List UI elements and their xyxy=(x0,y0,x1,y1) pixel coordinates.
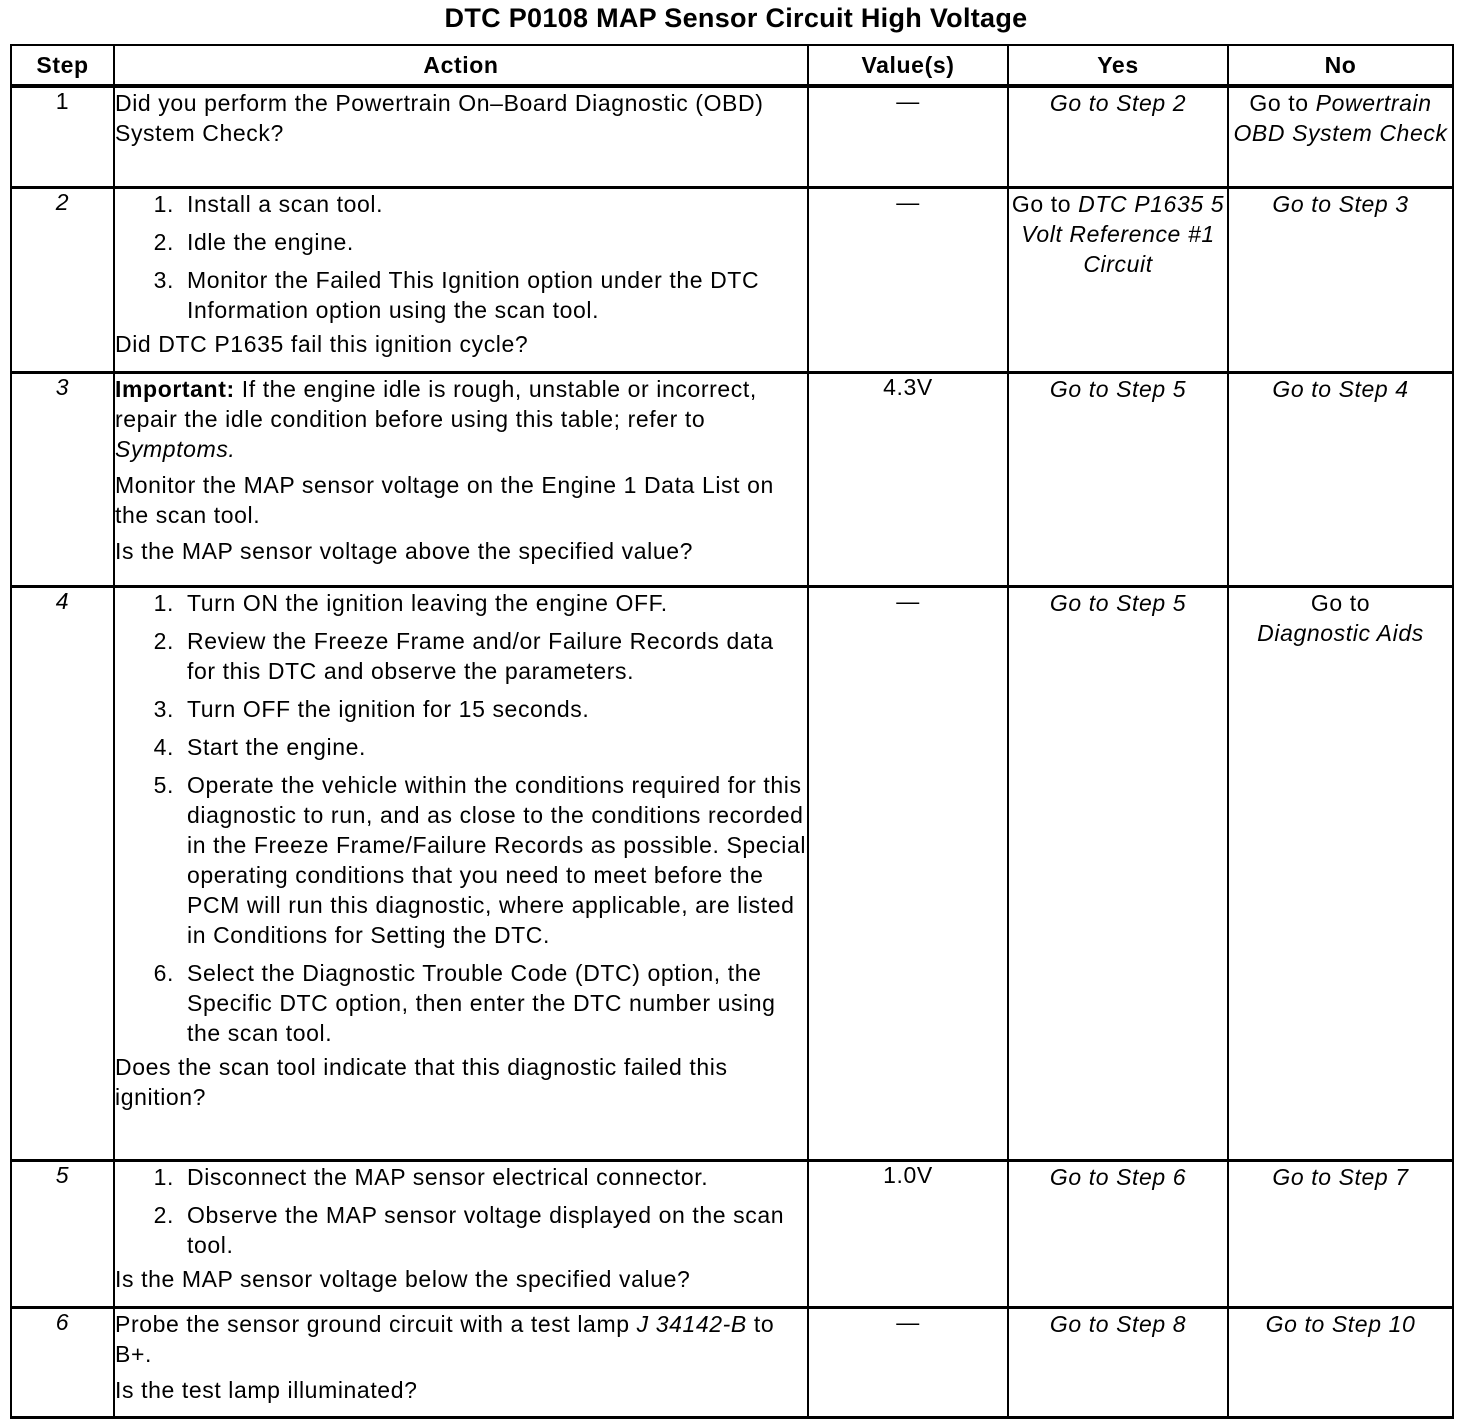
value-cell: — xyxy=(808,586,1008,1160)
action-instruction: Monitor the MAP sensor voltage on the Engine 1 Data List on the scan tool. xyxy=(115,471,774,528)
header-no: No xyxy=(1228,45,1453,86)
action-question: Does the scan tool indicate that this diagnostic failed this ignition? xyxy=(115,1053,728,1110)
yes-cell xyxy=(1008,86,1228,187)
no-cell xyxy=(1228,1307,1453,1417)
table-row xyxy=(11,86,1453,187)
step-number: 6 xyxy=(11,1307,114,1417)
action-question: Is the MAP sensor voltage above the specified value? xyxy=(115,537,693,564)
no-cell xyxy=(1228,187,1453,372)
list-item: 2. Observe the MAP sensor voltage displayed on the scan tool. xyxy=(181,1200,807,1260)
table-header-row xyxy=(11,45,1453,86)
header-action: Action xyxy=(114,45,808,86)
important-label: Important: xyxy=(115,375,235,402)
list-item: 1. Turn ON the ignition leaving the engine OFF. xyxy=(181,588,807,618)
step-number: 5 xyxy=(11,1160,114,1307)
instruction-prefix: Probe the sensor ground circuit with a test lamp xyxy=(115,1310,630,1337)
action-question: Did DTC P1635 fail this ignition cycle? xyxy=(115,330,529,357)
no-cell xyxy=(1228,1160,1453,1307)
yes-link[interactable]: Go to Step 8 xyxy=(1049,1310,1187,1337)
page-title: DTC P0108 MAP Sensor Circuit High Voltage xyxy=(444,3,1028,33)
action-list xyxy=(115,1162,807,1260)
table-row xyxy=(11,372,1453,586)
action-cell xyxy=(114,187,808,372)
yes-link[interactable]: Go to Step 2 xyxy=(1049,90,1187,116)
action-cell xyxy=(114,372,808,586)
yes-link[interactable] xyxy=(1009,189,1227,279)
action-cell xyxy=(114,86,808,187)
no-link[interactable]: Go to Step 4 xyxy=(1272,375,1409,402)
value-cell: — xyxy=(808,187,1008,372)
list-item: 1. Install a scan tool. xyxy=(181,189,807,219)
header-step: Step xyxy=(11,45,114,86)
goto-prefix: Go to xyxy=(1310,589,1371,616)
goto-prefix: Go to xyxy=(1249,90,1309,116)
yes-cell xyxy=(1008,586,1228,1160)
yes-link[interactable]: Go to Step 6 xyxy=(1049,1163,1187,1190)
yes-cell xyxy=(1008,187,1228,372)
action-cell xyxy=(114,1307,808,1417)
list-item: 5. Operate the vehicle within the conditions required for this diagnostic to run, and as close to the conditions recorded in the Freeze Frame/Failure Records as possible. Special operating conditions that you need to meet before the PCM will run this diagnostic, where applicable, are listed in Conditions for Setting the DTC. xyxy=(181,770,807,950)
table-row xyxy=(11,187,1453,372)
link-target: Diagnostic Aids xyxy=(1257,619,1424,646)
value-cell: 4.3V xyxy=(808,372,1008,586)
action-list xyxy=(115,588,807,1048)
link-target: DTC P1635 5 Volt Reference #1 Circuit xyxy=(1021,190,1225,277)
table-row xyxy=(11,1307,1453,1417)
action-question: Is the test lamp illuminated? xyxy=(115,1376,418,1403)
no-link[interactable]: Go to Step 10 xyxy=(1265,1310,1416,1337)
list-item: 2. Idle the engine. xyxy=(181,227,807,257)
list-item: 3. Monitor the Failed This Ignition option under the DTC Information option using the scan tool. xyxy=(181,265,807,325)
no-link[interactable]: Go to Step 3 xyxy=(1272,190,1409,217)
value-cell: — xyxy=(808,1307,1008,1417)
yes-cell xyxy=(1008,1160,1228,1307)
step-number: 2 xyxy=(11,187,114,372)
no-cell xyxy=(1228,586,1453,1160)
header-values: Value(s) xyxy=(808,45,1008,86)
no-cell xyxy=(1228,372,1453,586)
table-row xyxy=(11,586,1453,1160)
list-item: 2. Review the Freeze Frame and/or Failure Records data for this DTC and observe the parameters. xyxy=(181,626,807,686)
yes-link[interactable]: Go to Step 5 xyxy=(1049,589,1187,616)
important-link[interactable]: Symptoms. xyxy=(115,435,236,462)
goto-prefix: Go to xyxy=(1011,190,1072,217)
header-yes: Yes xyxy=(1008,45,1228,86)
action-cell xyxy=(114,1160,808,1307)
value-cell: 1.0V xyxy=(808,1160,1008,1307)
yes-link[interactable]: Go to Step 5 xyxy=(1049,375,1187,402)
no-link[interactable] xyxy=(1229,588,1452,648)
step-number: 1 xyxy=(11,86,114,187)
diagnostic-table xyxy=(10,44,1454,1419)
value-cell: — xyxy=(808,86,1008,187)
action-cell xyxy=(114,586,808,1160)
action-instruction xyxy=(115,1309,807,1369)
instruction-suffix: to B+. xyxy=(115,1310,775,1367)
list-item: 6. Select the Diagnostic Trouble Code (DTC) option, the Specific DTC option, then enter the DTC number using the scan tool. xyxy=(181,958,807,1048)
action-text: Did you perform the Powertrain On–Board Diagnostic (OBD) System Check? xyxy=(115,90,764,146)
step-number: 3 xyxy=(11,372,114,586)
action-list xyxy=(115,189,807,325)
action-question: Is the MAP sensor voltage below the specified value? xyxy=(115,1265,691,1292)
no-cell xyxy=(1228,86,1453,187)
tool-number: J 34142-B xyxy=(636,1310,747,1337)
yes-cell xyxy=(1008,1307,1228,1417)
list-item: 1. Disconnect the MAP sensor electrical connector. xyxy=(181,1162,807,1192)
list-item: 3. Turn OFF the ignition for 15 seconds. xyxy=(181,694,807,724)
link-target: Powertrain OBD System Check xyxy=(1233,90,1448,146)
no-link[interactable] xyxy=(1229,88,1452,148)
step-number: 4 xyxy=(11,586,114,1160)
important-text: If the engine idle is rough, unstable or incorrect, repair the idle condition before using this table; refer to xyxy=(115,375,757,432)
no-link[interactable]: Go to Step 7 xyxy=(1272,1163,1409,1190)
table-row xyxy=(11,1160,1453,1307)
important-note xyxy=(115,374,807,464)
yes-cell xyxy=(1008,372,1228,586)
list-item: 4. Start the engine. xyxy=(181,732,807,762)
